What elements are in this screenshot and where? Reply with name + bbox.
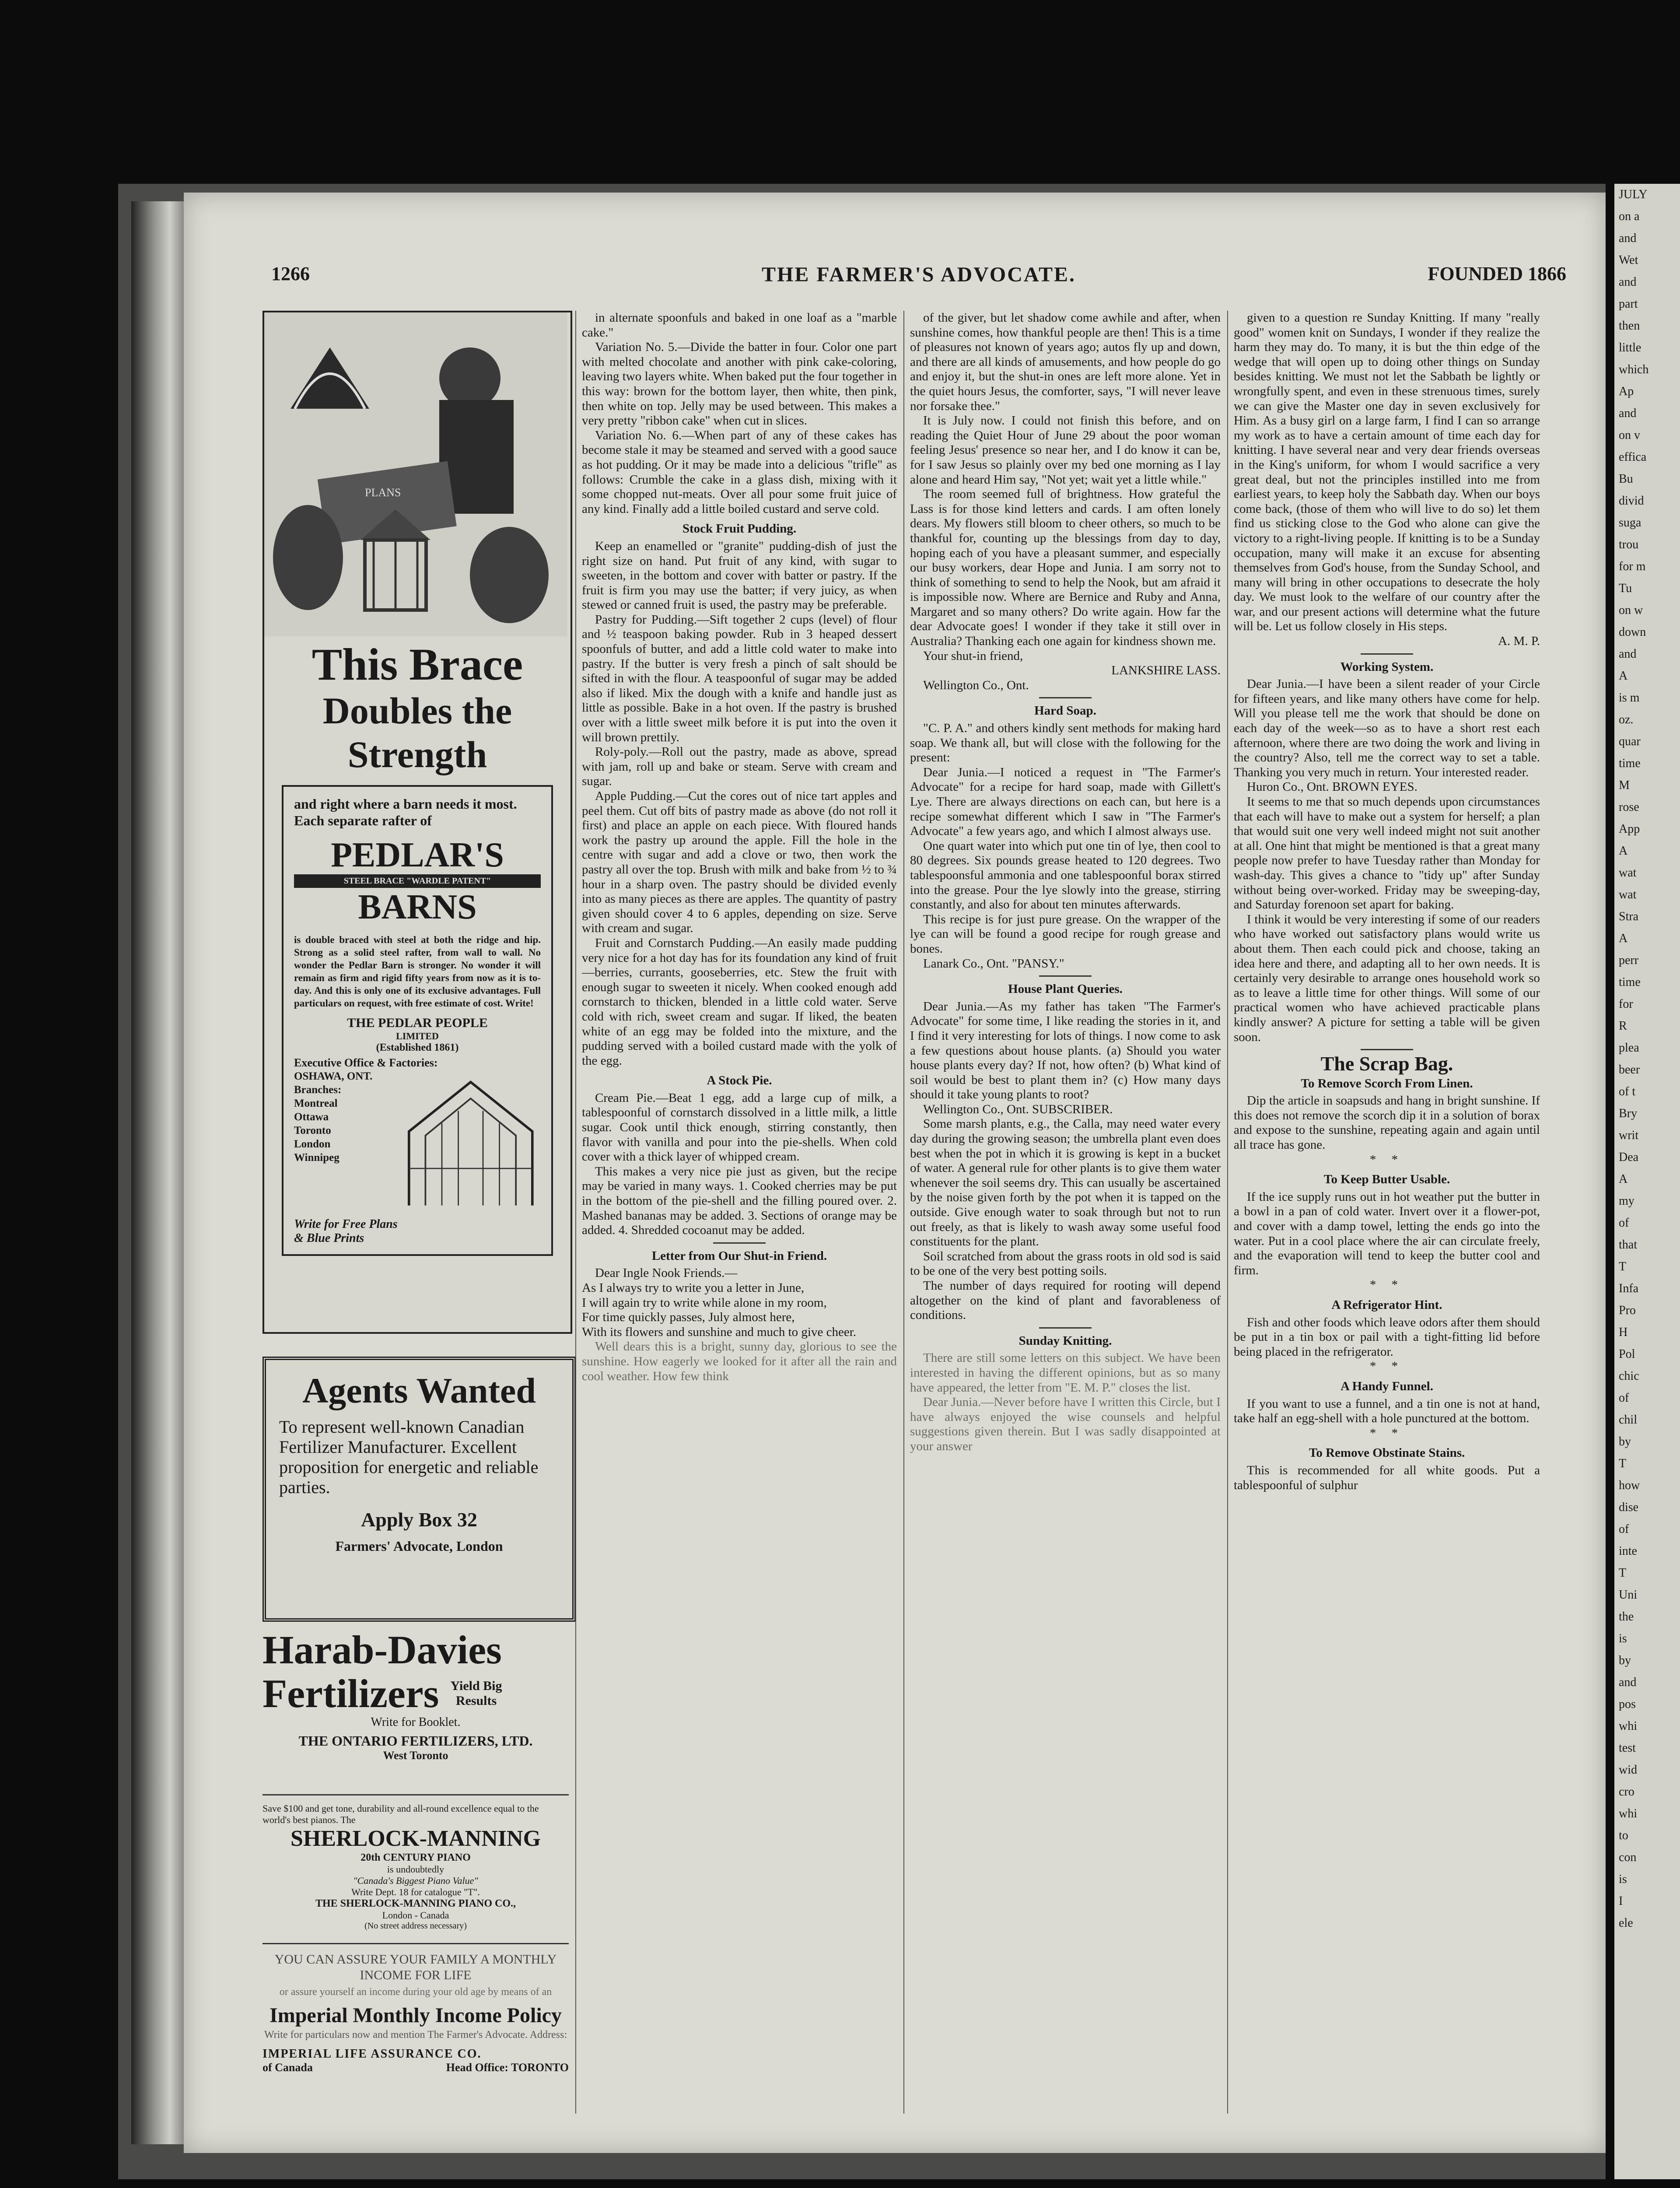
- adjacent-page-fragment: and: [1619, 647, 1637, 661]
- adjacent-page-fragment: A: [1619, 932, 1628, 945]
- paragraph: Variation No. 5.—Divide the batter in four. Color one part with melted chocolate and another with pink cake-coloring, leaving two layers white. When baked put the four together in this way: brown for the bottom layer, then white, then pink, then white on top. Jelly may be used between. This makes a very pretty "ribbon cake" when cut in slices.: [582, 340, 897, 428]
- sherlock-manning-ad: [262, 1803, 569, 1944]
- adjacent-page-fragment: Dea: [1619, 1150, 1639, 1164]
- adjacent-page-fragment: rose: [1619, 800, 1639, 814]
- pedlar-barns-ad: [262, 311, 572, 1334]
- adjacent-page-fragment: trou: [1619, 538, 1639, 551]
- offices-label: Executive Office & Factories:: [294, 1056, 438, 1069]
- adjacent-page-fragment: H: [1619, 1325, 1628, 1339]
- sherlock-lead: Save $100 and get tone, durability and all-round excellence equal to the world's best pianos. The: [262, 1803, 539, 1825]
- adjacent-page-edge: [1614, 184, 1680, 2179]
- paragraph: There are still some letters on this subject. We have been interested in having the different opinions, but as so many have appeared, the letter from "E. M. P." closes the list.: [910, 1351, 1221, 1395]
- paragraph: Dear Junia.—I noticed a request in "The Farmer's Advocate" for a recipe for hard soap, made with Gillett's Lye. There are always directions on each can, but here is a recipe somewhat different which I saw in "The Farmer's Advocate" a few years ago, and which I almost always use.: [910, 765, 1221, 838]
- separator-stars: * *: [1369, 1426, 1404, 1440]
- paragraph: Variation No. 6.—When part of any of these cakes has become stale it may be steamed and served with a good sauce as hot pudding. Or it may be made into a delicious "trifle" as follows: Crumble the cake in a glass dish, mixing with it some chopped nut-meats. Over all pour some fruit juice of any kind. Finally add a little boiled custard and serve cold.: [582, 428, 897, 516]
- separator-stars: * *: [1369, 1152, 1404, 1167]
- adjacent-page-fragment: Infa: [1619, 1282, 1639, 1295]
- adjacent-page-fragment: A: [1619, 1172, 1628, 1186]
- paragraph: I think it would be very interesting if some of our readers who have worked out satisfactory plans would write us about them. Then each could pick and choose, taking an idea here and there, and adapting all to her own needs. It is certainly very desirable to arrange ones household work so as to leave a little time for other things. Will some of our practical women who have achieved practicable plans kindly answer? A picture for setting a table will be given soon.: [1234, 912, 1540, 1044]
- paragraph: It is July now. I could not finish this before, and on reading the Quiet Hour of June 29 about the poor woman feeling Jesus' presence so near her, and I do know it can be, for I saw Jesus so plainly over my bed one morning as I lay alone and heard Him say, "Not yet; wait yet a little while.": [910, 414, 1221, 487]
- paragraph: If the ice supply runs out in hot weather put the butter in a bowl in a pan of cold water. Invert over it a flower-pot, and cover with a damp towel, letting the ends go into the water. Put in a cool place where the air can circulate freely, and the evaporation will tend to keep the butter cool and firm.: [1234, 1189, 1540, 1277]
- paragraph: If you want to use a funnel, and a tin one is not at hand, take half an egg-shell with a hole punctured at the bottom.: [1234, 1396, 1540, 1426]
- paragraph: Fish and other foods which leave odors after them should be put in a tin box or pail with a tight-fitting lid before being placed in the refrigerator.: [1234, 1315, 1540, 1359]
- adjacent-page-fragment: T: [1619, 1260, 1627, 1273]
- agents-body: To represent well-known Canadian Fertilizer Manufacturer. Excellent proposition for energetic and reliable parties.: [279, 1417, 539, 1497]
- branch-item: Montreal: [294, 1098, 338, 1109]
- paragraph: Your shut-in friend,: [923, 649, 1023, 663]
- paragraph: Well dears this is a bright, sunny day, glorious to see the sunshine. How eagerly we looked for it after all the rain and cool weather. How few think: [582, 1339, 897, 1383]
- paragraph: Some marsh plants, e.g., the Calla, may need water every day during the growing season; the umbrella plant even does best when the pot in which it is growing is kept in a bucket of water. A general rule for other plants is to give them water whenever the soil seems dry. This can usually be ascertained by the noise given forth by the pot when it is tapped on the outside. Give enough water to soak through but not to run out freely, as that is likely to wash away some useful food constituents for the plant.: [910, 1117, 1221, 1249]
- sherlock-catalogue: Write Dept. 18 for catalogue "T".: [351, 1886, 480, 1897]
- adjacent-page-fragment: for m: [1619, 560, 1646, 573]
- company-name: THE PEDLAR PEOPLE: [347, 1016, 488, 1030]
- branches-label: Branches:: [294, 1084, 342, 1096]
- article-column-3: [1234, 311, 1540, 2105]
- sherlock-city: London - Canada: [382, 1910, 449, 1921]
- founded-line: FOUNDED 1866: [1428, 263, 1566, 284]
- section-heading: Sunday Knitting.: [1018, 1333, 1112, 1348]
- paragraph: Dear Junia.—I have been a silent reader of your Circle for fifteen years, and like many others have come for help. Will you please tell me the work that should be done on each day of the week—so as to have a short rest each afternoon, where there are two doing the work and living in the country? Also, tell me the correct way to set a table. Thanking you very much in return. Your interested reader.: [1234, 677, 1540, 779]
- column-rule: [1227, 311, 1228, 2114]
- adjacent-page-fragment: which: [1619, 363, 1649, 376]
- paragraph: One quart water into which put one tin of lye, then cool to 80 degrees. Six pounds grease heated to 120 degrees. Two tablespoonsful ammonia and one tablespoonful borax stirred into the grease. Pour the lye slowly into the grease, stirring constantly, and also for about ten minutes afterwards.: [910, 838, 1221, 912]
- section-heading: House Plant Queries.: [1008, 982, 1123, 996]
- imperial-company: IMPERIAL LIFE ASSURANCE CO.: [262, 2047, 482, 2061]
- newspaper-page: [184, 193, 1606, 2153]
- harab-name-2: Fertilizers: [262, 1671, 439, 1716]
- ad-script-2: & Blue Prints: [294, 1231, 364, 1245]
- adjacent-page-fragment: that: [1619, 1238, 1637, 1252]
- adjacent-page-fragment: by: [1619, 1435, 1631, 1448]
- harab-yield: Yield Big Results: [450, 1679, 502, 1708]
- adjacent-page-fragment: for: [1619, 997, 1633, 1011]
- paragraph: given to a question re Sunday Knitting. If many "really good" women knit on Sundays, I wonder if they realize the harm they may do. To many, it is but the thin edge of the wedge that will open up to doing other things on Sunday besides knitting. We must not let the Sabbath be lightly or wrongfully spent, and even in these strenuous times, surely we can give the Master one day in seven exclusively for Him. As a busy girl on a large farm, I find I can so arrange my work as to have a certain amount of time each day for knitting. I have several near and very dear friends overseas in the King's uniform, for whom I would sacrifice a very great deal, but not the principles instilled into me from earliest years, to keep holy the Sabbath day. When our boys come back, (those of them who will live to do so) let them find us sticking close to the God who alone can give the victory to a right-living people. If knitting is to be a Sunday occupation, many will make it an excuse for absenting themselves from God's house, from the Sunday School, and many will bring in other occupations to desecrate the holy day. We must look to the welfare of our country after the war, and our present actions will determine what the future will be. Let us follow closely in His steps.: [1234, 311, 1540, 634]
- poem-line: I will again try to write while alone in my room,: [582, 1295, 827, 1310]
- adjacent-page-fragment: of: [1619, 1216, 1629, 1230]
- paragraph: Soil scratched from about the grass roots in old sod is said to be one of the very best potting soils.: [910, 1249, 1221, 1278]
- adjacent-page-fragment: of t: [1619, 1085, 1636, 1098]
- section-rule: [1361, 653, 1413, 655]
- adjacent-page-fragment: effica: [1619, 450, 1647, 464]
- paragraph: This recipe is for just pure grease. On the wrapper of the lye can will be found a good recipe for rough grease and bones.: [910, 912, 1221, 956]
- poem-line: With its flowers and sunshine and much to give cheer.: [582, 1325, 857, 1339]
- company-city: OSHAWA, ONT.: [294, 1070, 373, 1082]
- paragraph: This makes a very nice pie just as given, but the recipe may be varied in many ways. 1. Cooked cherries may be put in the bottom of the pie-shell and the filling poured over. 2. Mashed bananas may be added. 3. Sections of orange may be added. 4. Shredded cocoanut may be added.: [582, 1164, 897, 1238]
- separator-stars: * *: [1369, 1278, 1404, 1292]
- brand-subtitle: STEEL BRACE "WARDLE PATENT": [294, 874, 541, 888]
- imperial-lead: YOU CAN ASSURE YOUR FAMILY A MONTHLY INCOME FOR LIFE: [274, 1952, 557, 1982]
- adjacent-page-fragment: ele: [1619, 1916, 1633, 1930]
- section-rule: [1039, 1327, 1092, 1329]
- page-header: [271, 263, 1566, 293]
- section-heading: Hard Soap.: [1034, 704, 1096, 718]
- article-column-1: [582, 311, 897, 2105]
- brand-pedlars: PEDLAR'S: [331, 836, 504, 874]
- ad-headline-1: This Brace: [312, 639, 523, 690]
- adjacent-page-fragment: plea: [1619, 1041, 1639, 1055]
- paragraph: Keep an enamelled or "granite" pudding-dish of just the right size on hand. Put fruit of any kind, with sugar to sweeten, in the bottom and cover with batter or pastry. If the fruit is firm you may use the batter; if very juicy, as when stewed or canned fruit is used, the pastry may be preferable.: [582, 539, 897, 612]
- ad-headline-2: Doubles the Strength: [322, 690, 512, 775]
- paragraph: Wellington Co., Ont. SUBSCRIBER.: [923, 1102, 1113, 1116]
- adjacent-page-fragment: App: [1619, 822, 1640, 836]
- company-limited: LIMITED: [396, 1031, 439, 1041]
- adjacent-page-fragment: T: [1619, 1566, 1627, 1580]
- masthead-title: THE FARMER'S ADVOCATE.: [762, 263, 1076, 286]
- adjacent-page-fragment: whi: [1619, 1719, 1637, 1733]
- imperial-life-ad: [262, 1952, 569, 2135]
- adjacent-page-fragment: writ: [1619, 1129, 1639, 1142]
- imperial-sub: or assure yourself an income during your old age by means of an: [279, 1986, 552, 1998]
- adjacent-page-fragment: divid: [1619, 494, 1644, 508]
- imperial-title: Imperial Monthly Income Policy: [270, 2004, 562, 2027]
- section-heading: A Handy Funnel.: [1340, 1379, 1433, 1393]
- branch-item: Winnipeg: [294, 1152, 340, 1164]
- adjacent-page-fragment: and: [1619, 1676, 1637, 1689]
- paragraph: Dear Junia.—As my father has taken "The Farmer's Advocate" for some time, I like reading the stories in it, and I find it very interesting for lots of things. I now come to ask a few questions about house plants. (a) Should you water house plants every day? If not, how often? (b) What kind of soil would be best to plant them in? (c) How many days should it take young plants to root?: [910, 999, 1221, 1102]
- sherlock-model: 20th CENTURY PIANO: [360, 1852, 471, 1863]
- section-heading: Working System.: [1340, 659, 1434, 674]
- branch-item: Toronto: [294, 1125, 331, 1136]
- adjacent-page-fragment: then: [1619, 319, 1640, 333]
- adjacent-page-fragment: and: [1619, 231, 1637, 245]
- paragraph: Dear Junia.—Never before have I written this Circle, but I have always enjoyed the wise counsels and helpful suggestions given therein. But I was sadly disappointed at your answer: [910, 1395, 1221, 1453]
- adjacent-page-fragment: Pro: [1619, 1304, 1636, 1317]
- section-heading: To Remove Scorch From Linen.: [1301, 1076, 1473, 1090]
- man-with-barn-plans-illustration: [264, 312, 567, 636]
- section-heading: To Remove Obstinate Stains.: [1309, 1446, 1465, 1460]
- adjacent-page-fragment: how: [1619, 1479, 1640, 1492]
- adjacent-page-fragment: time: [1619, 757, 1641, 770]
- harab-davies-ad: [262, 1628, 569, 1795]
- poem-line: For time quickly passes, July almost here,: [582, 1310, 795, 1325]
- adjacent-page-fragment: part: [1619, 297, 1638, 311]
- paragraph: Fruit and Cornstarch Pudding.—An easily made pudding very nice for a hot day has for its foundation any kind of fruit—berries, currants, gooseberries, etc. Stew the fruit with enough sugar to sweeten it nicely. When cooked enough add cornstarch to thicken, blended in a little cold water. Serve cold with rich, sweet cream and sugar. If liked, the beaten white of an egg may be folded into the mixture, and the pudding served with a boiled custard made with the yolk of the egg.: [582, 936, 897, 1068]
- paragraph: Dear Ingle Nook Friends.—: [595, 1266, 738, 1280]
- adjacent-page-fragment: Pol: [1619, 1347, 1635, 1361]
- adjacent-page-fragment: wat: [1619, 866, 1637, 880]
- adjacent-page-fragment: on v: [1619, 428, 1640, 442]
- section-rule: [713, 1242, 766, 1244]
- adjacent-page-fragment: cro: [1619, 1785, 1634, 1799]
- adjacent-page-fragment: dise: [1619, 1501, 1639, 1514]
- paragraph: Pastry for Pudding.—Sift together 2 cups (level) of flour and ½ teaspoon baking powder. Rub in 3 heaped dessert spoonfuls of butter, and add a little cold water to make into pastry. If the butter is very fresh a pinch of salt should be sifted in with the flour. A teaspoonful of sugar may be added also if liked. Mix the dough with a knife and handle just as little as possible. Bake in a hot oven. If the pastry is brushed over with a little sweet milk before it is put into the oven it will brown prettily.: [582, 612, 897, 744]
- adjacent-page-fragment: perr: [1619, 954, 1639, 967]
- adjacent-page-fragment: to: [1619, 1829, 1628, 1842]
- column-rule: [903, 311, 904, 2114]
- section-rule: [1361, 1049, 1413, 1050]
- adjacent-page-fragment: quar: [1619, 735, 1641, 748]
- ad-body: is double braced with steel at both the ridge and hip. Strong as a solid steel rafter, from wall to wall. No wonder the Pedlar Barn is stronger. No wonder it will remain as firm and rigid fifty years from now as it is to-day. And this is only one of its exclusive advantages. Full particulars on request, with free estimate of cost. Write!: [294, 934, 541, 1009]
- paragraph: The room seemed full of brightness. How grateful the Lass is for those kind letters and cards. I am often lonely dears. My flowers still bloom to cheer others, so much to be thankful for, counting up the blessings from day to day, hoping each of you have a pleasant summer, and especially our busy workers, dear Hope and Junia. I am sorry not to think of something to send to help the Nook, but am afraid it is impossible now. Where are Bernice and Ruby and Anna, Margaret and so many others? Do write again. How far the dear Advocate goes! I wonder if they take it still over in Australia? Thanking each one again for kindness shown me.: [910, 487, 1221, 649]
- adjacent-page-fragment: oz.: [1619, 713, 1634, 726]
- adjacent-page-fragment: my: [1619, 1194, 1634, 1208]
- ad-tagline: and right where a barn needs it most. Each separate rafter of: [294, 796, 517, 828]
- adjacent-page-fragment: T: [1619, 1457, 1627, 1470]
- adjacent-page-fragment: Ap: [1619, 385, 1634, 398]
- adjacent-page-fragment: beer: [1619, 1063, 1640, 1076]
- section-heading: Stock Fruit Pudding.: [682, 522, 797, 536]
- adjacent-page-fragment: I: [1619, 1894, 1623, 1908]
- agents-title: Agents Wanted: [302, 1371, 536, 1410]
- imperial-office: Head Office: TORONTO: [446, 2061, 569, 2074]
- harab-company: THE ONTARIO FERTILIZERS, LTD.: [298, 1733, 533, 1749]
- adjacent-page-fragment: Tu: [1619, 582, 1632, 595]
- paragraph: Wellington Co., Ont.: [923, 678, 1029, 692]
- imperial-write: Write for particulars now and mention The Farmer's Advocate. Address:: [264, 2029, 567, 2041]
- adjacent-page-fragment: Wet: [1619, 253, 1638, 267]
- adjacent-page-fragment: con: [1619, 1851, 1637, 1864]
- paragraph: "C. P. A." and others kindly sent methods for making hard soap. We thank all, but will close with the following for the present:: [910, 721, 1221, 765]
- paragraph: of the giver, but let shadow come awhile and after, when sunshine comes, how thankful people are then! This is a time of pleasures not known of years ago; autos fly up and down, and there are all kinds of amusements, and how people do go and enjoy it, but the shut-in ones are left more alone. Yet in the quiet hours Jesus, the comforter, says, "I will never leave nor forsake thee.": [910, 311, 1221, 413]
- imperial-of-canada: of Canada: [262, 2061, 313, 2074]
- adjacent-page-fragment: on w: [1619, 603, 1643, 617]
- agents-apply: Apply Box 32: [361, 1508, 477, 1531]
- branch-item: Ottawa: [294, 1111, 329, 1123]
- plans-label: PLANS: [365, 486, 401, 499]
- adjacent-page-fragment: A: [1619, 844, 1628, 858]
- branch-item: London: [294, 1138, 331, 1150]
- agents-wanted-ad: [262, 1357, 576, 1622]
- adjacent-page-fragment: wid: [1619, 1763, 1637, 1777]
- sherlock-slogan: "Canada's Biggest Piano Value": [353, 1875, 478, 1886]
- sherlock-claim: is undoubtedly: [387, 1864, 444, 1875]
- adjacent-page-fragment: is m: [1619, 691, 1640, 705]
- paragraph: This is recommended for all white goods. Put a tablespoonful of sulphur: [1234, 1463, 1540, 1492]
- adjacent-page-fragment: the: [1619, 1610, 1634, 1623]
- adjacent-page-fragment: Bry: [1619, 1107, 1637, 1120]
- department-heading: The Scrap Bag.: [1320, 1052, 1453, 1075]
- signature: A. M. P.: [1498, 634, 1540, 649]
- section-rule: [1039, 975, 1092, 977]
- adjacent-page-fragment: is: [1619, 1632, 1627, 1645]
- harab-booklet: Write for Booklet.: [371, 1715, 461, 1729]
- paragraph: Roly-poly.—Roll out the pastry, made as above, spread with jam, roll up and bake or steam. Serve with cream and sugar.: [582, 745, 897, 789]
- brand-barns: BARNS: [358, 888, 477, 926]
- adjacent-page-fragment: JULY: [1619, 188, 1648, 201]
- adjacent-page-fragment: by: [1619, 1654, 1631, 1667]
- adjacent-page-fragment: M: [1619, 778, 1630, 792]
- adjacent-page-fragment: down: [1619, 625, 1646, 639]
- paragraph: Cream Pie.—Beat 1 egg, add a large cup of milk, a tablespoonful of cornstarch dissolved in a little milk, a little sugar. Cook until thick enough, stirring constantly, then flavor with vanilla and pour into the pie-shells. When cold cover with a thick layer of whipped cream.: [582, 1090, 897, 1164]
- section-heading: Letter from Our Shut-in Friend.: [651, 1248, 827, 1263]
- adjacent-page-fragment: on a: [1619, 210, 1640, 223]
- section-heading: A Refrigerator Hint.: [1331, 1298, 1442, 1312]
- adjacent-page-fragment: suga: [1619, 516, 1642, 529]
- section-heading: To Keep Butter Usable.: [1323, 1172, 1450, 1187]
- separator-stars: * *: [1369, 1359, 1404, 1374]
- harab-name-1: Harab-Davies: [262, 1627, 502, 1672]
- article-column-2: [910, 311, 1221, 2105]
- paragraph: It seems to me that so much depends upon circumstances that each will have to make out a system for herself; a plan that would suit one very well indeed might not suit another at all. One hint that might be mentioned is that a great many people now prefer to have Tuesday rather than Monday for wash-day. This gives a chance to "tidy up" after Sunday without being over-worked. Friday may be sweeping-day, and Saturday forenoon set apart for baking.: [1234, 795, 1540, 912]
- adjacent-page-fragment: chic: [1619, 1369, 1639, 1383]
- ad-script-1: Write for Free Plans: [294, 1217, 398, 1231]
- poem-line: As I always try to write you a letter in June,: [582, 1281, 805, 1295]
- barn-frame-illustration: [401, 1069, 541, 1214]
- poem-block: [582, 1281, 897, 1339]
- adjacent-page-fragment: Uni: [1619, 1588, 1637, 1602]
- sherlock-note: (No street address necessary): [364, 1921, 467, 1931]
- signature: LANKSHIRE LASS.: [1111, 663, 1221, 678]
- adjacent-page-fragment: inte: [1619, 1544, 1637, 1558]
- paragraph: Huron Co., Ont. BROWN EYES.: [1247, 780, 1418, 794]
- adjacent-page-fragment: test: [1619, 1741, 1636, 1755]
- adjacent-page-fragment: Stra: [1619, 910, 1639, 923]
- section-heading: A Stock Pie.: [707, 1073, 772, 1088]
- paragraph: Lanark Co., Ont. "PANSY.": [923, 956, 1064, 971]
- adjacent-page-fragment: little: [1619, 341, 1642, 354]
- adjacent-page-fragment: and: [1619, 275, 1637, 289]
- adjacent-page-fragment: is: [1619, 1872, 1627, 1886]
- paragraph: Apple Pudding.—Cut the cores out of nice tart apples and peel them. Cut off bits of pastry made as above (do not roll it first) and place an apple on each piece. With floured hands work the pastry up around the apple. Fill the hole in the centre with sugar and add a clove or two, then work the pastry all over the top. Brush with milk and bake from ½ to ¾ hour in a sharp oven. The pastry should be divided evenly into as many pieces as there are apples. The quantity of pastry given should cover 4 to 6 apples, depending on size. Serve with cream and sugar.: [582, 789, 897, 936]
- adjacent-page-fragment: A: [1619, 669, 1628, 683]
- adjacent-page-fragment: time: [1619, 975, 1641, 989]
- sherlock-name: SHERLOCK-MANNING: [290, 1826, 541, 1851]
- agents-publisher: Farmers' Advocate, London: [335, 1538, 503, 1554]
- page-number: 1266: [271, 263, 310, 284]
- sherlock-company: THE SHERLOCK-MANNING PIANO CO.,: [315, 1898, 516, 1909]
- section-rule: [1039, 697, 1092, 698]
- adjacent-page-fragment: of: [1619, 1391, 1629, 1405]
- paragraph: The number of days required for rooting will depend altogether on the kind of plant and favorableness of conditions.: [910, 1279, 1221, 1322]
- company-established: (Established 1861): [376, 1042, 459, 1053]
- adjacent-page-fragment: pos: [1619, 1697, 1636, 1711]
- adjacent-page-fragment: Bu: [1619, 472, 1633, 486]
- adjacent-page-fragment: chil: [1619, 1413, 1637, 1427]
- adjacent-page-fragment: and: [1619, 407, 1637, 420]
- adjacent-page-fragment: whi: [1619, 1807, 1637, 1820]
- adjacent-page-fragment: R: [1619, 1019, 1627, 1033]
- harab-city: West Toronto: [383, 1749, 448, 1762]
- adjacent-page-fragment: of: [1619, 1522, 1629, 1536]
- column-rule: [575, 311, 576, 2114]
- paragraph: Dip the article in soapsuds and hang in bright sunshine. If this does not remove the scorch dip it in a solution of borax and expose to the sunshine, repeating again and again until all trace has gone.: [1234, 1094, 1540, 1152]
- adjacent-page-fragment: wat: [1619, 888, 1637, 901]
- paragraph: in alternate spoonfuls and baked in one loaf as a "marble cake.": [582, 311, 897, 340]
